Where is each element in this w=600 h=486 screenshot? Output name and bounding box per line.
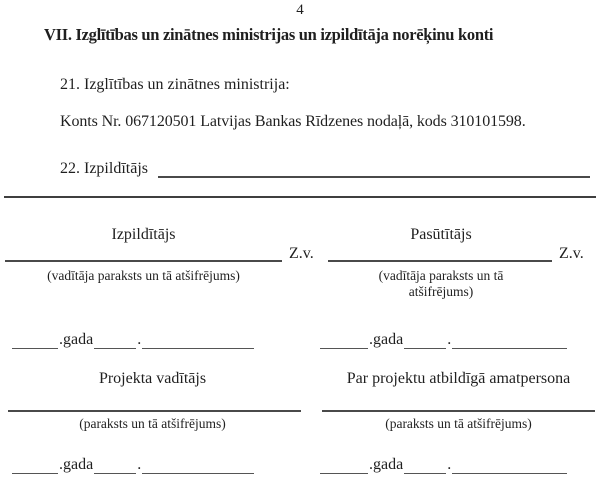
section-heading: VII. Izglītības un zinātnes ministrijas un izpildītāja norēķinu konti [44,25,494,44]
year-blank [320,456,368,474]
executor-column-title: Izpildītājs [111,226,176,243]
page-number: 4 [296,2,304,18]
bank-account-line: Konts Nr. 067120501 Latvijas Bankas Rīdzenes nodaļā, kods 310101598. [60,113,526,130]
dot-label: . [447,456,452,473]
executor-date-line [12,331,254,349]
project-manager-signature-line [8,410,301,412]
month-blank [452,331,567,349]
customer-seal-label: Z.v. [559,245,584,262]
day-blank [404,331,446,349]
customer-signature-caption-line2: atšifrējums) [408,283,474,299]
clause-22 [60,156,590,178]
section-divider-rule [4,196,596,198]
day-blank [404,456,446,474]
executor-signature-caption: (vadītāja paraksts un tā atšifrējums) [47,268,240,283]
dot-label: . [447,331,452,348]
responsible-official-date-line [320,456,567,474]
year-blank [320,331,368,349]
gada-label: .gada [369,456,404,473]
dot-label: . [137,331,142,348]
customer-signature-caption [330,268,552,300]
project-manager-date-line [12,456,254,474]
month-blank [142,456,254,474]
gada-label: .gada [59,456,94,473]
customer-column-title: Pasūtītājs [410,226,472,243]
day-blank [94,331,136,349]
year-blank [12,456,58,474]
gada-label: .gada [369,331,404,348]
executor-seal-label: Z.v. [289,245,314,262]
executor-signature-line [5,260,282,262]
day-blank [94,456,136,474]
month-blank [142,331,254,349]
clause-21: 21. Izglītības un zinātnes ministrija: [60,76,290,93]
customer-signature-line [328,260,552,262]
gada-label: .gada [59,331,94,348]
responsible-official-title: Par projektu atbildīgā amatpersona [346,370,571,387]
month-blank [452,456,567,474]
project-manager-title: Projekta vadītājs [98,370,207,387]
clause-22-blank-line [158,156,590,178]
project-manager-signature-caption: (paraksts un tā atšifrējums) [79,416,226,431]
responsible-official-signature-caption: (paraksts un tā atšifrējums) [385,416,532,431]
customer-date-line [320,331,567,349]
year-blank [12,331,58,349]
clause-22-label: 22. Izpildītājs [60,160,148,177]
dot-label: . [137,456,142,473]
customer-signature-caption-line1: (vadītāja paraksts un tā [378,268,504,283]
responsible-official-signature-line [322,410,595,412]
